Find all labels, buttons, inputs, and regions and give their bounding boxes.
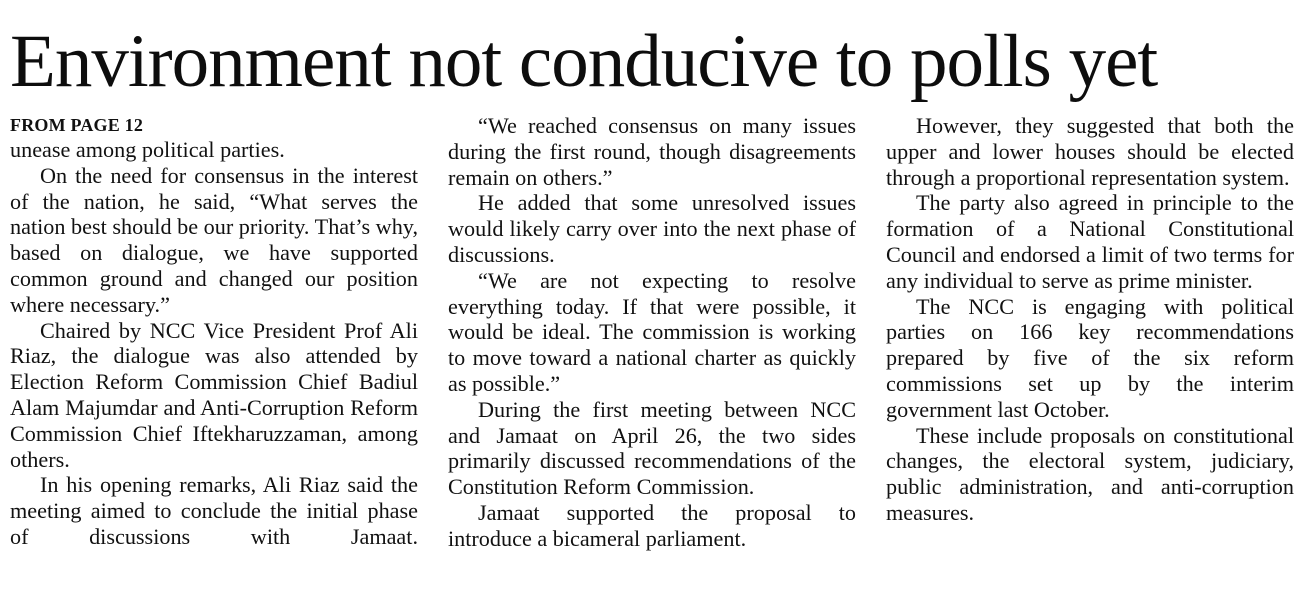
headline: Environment not conducive to polls yet bbox=[10, 20, 1158, 103]
article-column-2 bbox=[448, 113, 856, 552]
paragraph: unease among political parties. bbox=[10, 137, 285, 162]
paragraph: “We reached consensus on many issues during the first round, though disagreements remain on others.” bbox=[448, 113, 856, 190]
article-column-1 bbox=[10, 113, 418, 550]
paragraph: The NCC is engaging with political parties on 166 key recommendations prepared by five of the six reform commissions set up by the interim government last October. bbox=[886, 293, 1294, 422]
paragraph: On the need for consensus in the interest of the nation, he said, “What serves the nation best should be our priority. That’s why, based on dialogue, we have supported common ground and changed our position where necessary.” bbox=[10, 162, 418, 317]
paragraph: During the first meeting between NCC and Jamaat on April 26, the two sides primarily discussed recommendations of the Constitution Reform Commission. bbox=[448, 396, 856, 500]
continuation-kicker: FROM PAGE 12 bbox=[10, 115, 144, 135]
paragraph: “We are not expecting to resolve everything today. If that were possible, it would be ideal. The commission is working to move toward a national charter as quickly as possible.” bbox=[448, 267, 856, 396]
article-column-3 bbox=[886, 113, 1294, 526]
paragraph: The party also agreed in principle to the formation of a National Constitutional Council and endorsed a limit of two terms for any individual to serve as prime minister. bbox=[886, 190, 1294, 293]
paragraph: Chaired by NCC Vice President Prof Ali Riaz, the dialogue was also attended by Election Reform Commission Chief Badiul Alam Majumdar and Anti-Corruption Reform Commission Chief Iftekharuzzaman, among others. bbox=[10, 317, 418, 472]
paragraph: In his opening remarks, Ali Riaz said the meeting aimed to conclude the initial phase of discussions with Jamaat. bbox=[10, 472, 418, 549]
paragraph: Jamaat supported the proposal to introduce a bicameral parliament. bbox=[448, 499, 856, 551]
paragraph: He added that some unresolved issues would likely carry over into the next phase of discussions. bbox=[448, 190, 856, 267]
paragraph: However, they suggested that both the upper and lower houses should be elected through a proportional representation system. bbox=[886, 113, 1294, 190]
paragraph: These include proposals on constitutional changes, the electoral system, judiciary, public administration, and anti-corruption measures. bbox=[886, 422, 1294, 525]
